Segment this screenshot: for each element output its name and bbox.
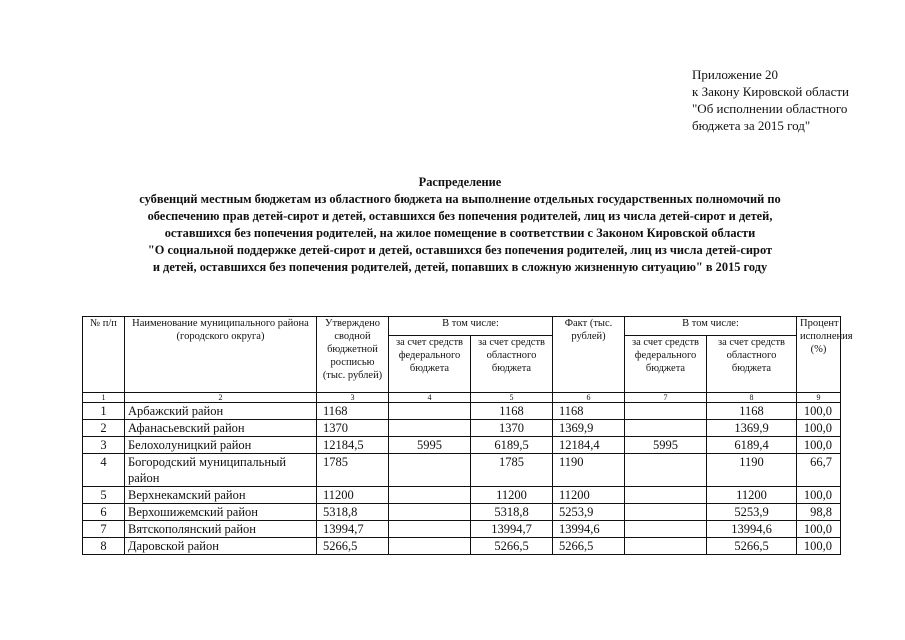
cell-approved: 5318,8 bbox=[317, 504, 389, 521]
cell-percent: 100,0 bbox=[797, 487, 841, 504]
cell-fact: 5253,9 bbox=[553, 504, 625, 521]
cell-federal-2 bbox=[625, 420, 707, 437]
cell-regional-2: 13994,6 bbox=[707, 521, 797, 538]
table-row bbox=[83, 487, 841, 504]
cell-fact: 1369,9 bbox=[553, 420, 625, 437]
cell-regional-2: 1369,9 bbox=[707, 420, 797, 437]
cell-percent: 100,0 bbox=[797, 521, 841, 538]
cell-federal-2 bbox=[625, 487, 707, 504]
cell-fact: 13994,6 bbox=[553, 521, 625, 538]
cell-regional-2: 1190 bbox=[707, 454, 797, 487]
cell-name: Даровской район bbox=[125, 538, 317, 555]
cell-percent: 98,8 bbox=[797, 504, 841, 521]
cell-regional-1: 1785 bbox=[471, 454, 553, 487]
table-row bbox=[83, 420, 841, 437]
cell-approved: 5266,5 bbox=[317, 538, 389, 555]
cell-percent: 100,0 bbox=[797, 403, 841, 420]
column-number: 4 bbox=[389, 393, 471, 403]
column-number: 8 bbox=[707, 393, 797, 403]
header-federal-2: за счет средств федерального бюджета bbox=[625, 336, 707, 393]
column-number: 7 bbox=[625, 393, 707, 403]
header-percent: Процент исполнения (%) bbox=[797, 317, 841, 393]
table-row bbox=[83, 437, 841, 454]
cell-federal-1 bbox=[389, 487, 471, 504]
cell-regional-1: 1370 bbox=[471, 420, 553, 437]
cell-name: Афанасьевский район bbox=[125, 420, 317, 437]
cell-federal-1 bbox=[389, 538, 471, 555]
cell-federal-2 bbox=[625, 521, 707, 538]
cell-percent: 100,0 bbox=[797, 420, 841, 437]
table-row bbox=[83, 454, 841, 487]
cell-approved: 1168 bbox=[317, 403, 389, 420]
cell-name: Арбажский район bbox=[125, 403, 317, 420]
appendix-note bbox=[692, 66, 849, 134]
table-row bbox=[83, 538, 841, 555]
title-line: субвенций местным бюджетам из областного бюджета на выполнение отдельных государственных полномочий по bbox=[139, 192, 781, 206]
cell-regional-2: 6189,4 bbox=[707, 437, 797, 454]
cell-fact: 5266,5 bbox=[553, 538, 625, 555]
cell-num: 7 bbox=[83, 521, 125, 538]
cell-approved: 1370 bbox=[317, 420, 389, 437]
header-including-1: В том числе: bbox=[389, 317, 553, 336]
cell-regional-1: 11200 bbox=[471, 487, 553, 504]
cell-approved: 11200 bbox=[317, 487, 389, 504]
cell-name: Верхнекамский район bbox=[125, 487, 317, 504]
header-name: Наименование муниципального района (городского округа) bbox=[125, 317, 317, 393]
cell-federal-1 bbox=[389, 521, 471, 538]
cell-federal-2: 5995 bbox=[625, 437, 707, 454]
cell-approved: 1785 bbox=[317, 454, 389, 487]
column-number: 5 bbox=[471, 393, 553, 403]
document-title bbox=[80, 174, 840, 276]
cell-percent: 66,7 bbox=[797, 454, 841, 487]
cell-federal-1 bbox=[389, 504, 471, 521]
title-line: Распределение bbox=[418, 175, 502, 189]
cell-fact: 11200 bbox=[553, 487, 625, 504]
title-line: "О социальной поддержке детей-сирот и детей, оставшихся без попечения родителей, лиц из числа детей-сирот bbox=[147, 243, 773, 257]
cell-fact: 1168 bbox=[553, 403, 625, 420]
subvention-table bbox=[82, 316, 853, 555]
appendix-line: Приложение 20 bbox=[692, 67, 779, 82]
cell-regional-2: 5253,9 bbox=[707, 504, 797, 521]
cell-regional-1: 13994,7 bbox=[471, 521, 553, 538]
column-number: 9 bbox=[797, 393, 841, 403]
cell-federal-2 bbox=[625, 538, 707, 555]
title-line: обеспечению прав детей-сирот и детей, оставшихся без попечения родителей, лиц из числа детей-сирот и детей, bbox=[147, 209, 773, 223]
cell-name: Вятскополянский район bbox=[125, 521, 317, 538]
header-num: № п/п bbox=[83, 317, 125, 393]
cell-name: Верхошижемский район bbox=[125, 504, 317, 521]
cell-num: 2 bbox=[83, 420, 125, 437]
column-number: 6 bbox=[553, 393, 625, 403]
cell-federal-2 bbox=[625, 504, 707, 521]
header-federal-1: за счет средств федерального бюджета bbox=[389, 336, 471, 393]
header-regional-1: за счет средств областного бюджета bbox=[471, 336, 553, 393]
cell-num: 4 bbox=[83, 454, 125, 487]
cell-federal-2 bbox=[625, 403, 707, 420]
cell-federal-2 bbox=[625, 454, 707, 487]
cell-regional-1: 1168 bbox=[471, 403, 553, 420]
column-number: 3 bbox=[317, 393, 389, 403]
cell-regional-1: 6189,5 bbox=[471, 437, 553, 454]
column-number: 1 bbox=[83, 393, 125, 403]
cell-num: 8 bbox=[83, 538, 125, 555]
cell-fact: 1190 bbox=[553, 454, 625, 487]
table-row bbox=[83, 403, 841, 420]
appendix-line: к Закону Кировской области bbox=[692, 84, 849, 99]
header-regional-2: за счет средств областного бюджета bbox=[707, 336, 797, 393]
cell-name: Белохолуницкий район bbox=[125, 437, 317, 454]
cell-federal-1 bbox=[389, 420, 471, 437]
appendix-line: бюджета за 2015 год" bbox=[692, 118, 811, 133]
cell-regional-1: 5318,8 bbox=[471, 504, 553, 521]
cell-num: 1 bbox=[83, 403, 125, 420]
cell-approved: 13994,7 bbox=[317, 521, 389, 538]
cell-federal-1 bbox=[389, 454, 471, 487]
title-line: оставшихся без попечения родителей, на жилое помещение в соответствии с Законом Кировской области bbox=[164, 226, 756, 240]
column-number: 2 bbox=[125, 393, 317, 403]
header-including-2: В том числе: bbox=[625, 317, 797, 336]
title-line: и детей, оставшихся без попечения родителей, детей, попавших в сложную жизненную ситуацию" в 2015 году bbox=[152, 260, 768, 274]
cell-regional-2: 5266,5 bbox=[707, 538, 797, 555]
cell-num: 6 bbox=[83, 504, 125, 521]
appendix-line: "Об исполнении областного bbox=[692, 101, 848, 116]
cell-fact: 12184,4 bbox=[553, 437, 625, 454]
cell-regional-2: 1168 bbox=[707, 403, 797, 420]
cell-percent: 100,0 bbox=[797, 437, 841, 454]
table-row bbox=[83, 521, 841, 538]
cell-num: 5 bbox=[83, 487, 125, 504]
table-row bbox=[83, 504, 841, 521]
cell-num: 3 bbox=[83, 437, 125, 454]
cell-federal-1 bbox=[389, 403, 471, 420]
cell-regional-1: 5266,5 bbox=[471, 538, 553, 555]
cell-approved: 12184,5 bbox=[317, 437, 389, 454]
header-approved: Утверждено сводной бюджетной росписью (тыс. рублей) bbox=[317, 317, 389, 393]
column-number-row bbox=[83, 393, 841, 403]
cell-regional-2: 11200 bbox=[707, 487, 797, 504]
header-fact: Факт (тыс. рублей) bbox=[553, 317, 625, 393]
cell-percent: 100,0 bbox=[797, 538, 841, 555]
cell-federal-1: 5995 bbox=[389, 437, 471, 454]
cell-name: Богородский муниципальный район bbox=[125, 454, 317, 487]
